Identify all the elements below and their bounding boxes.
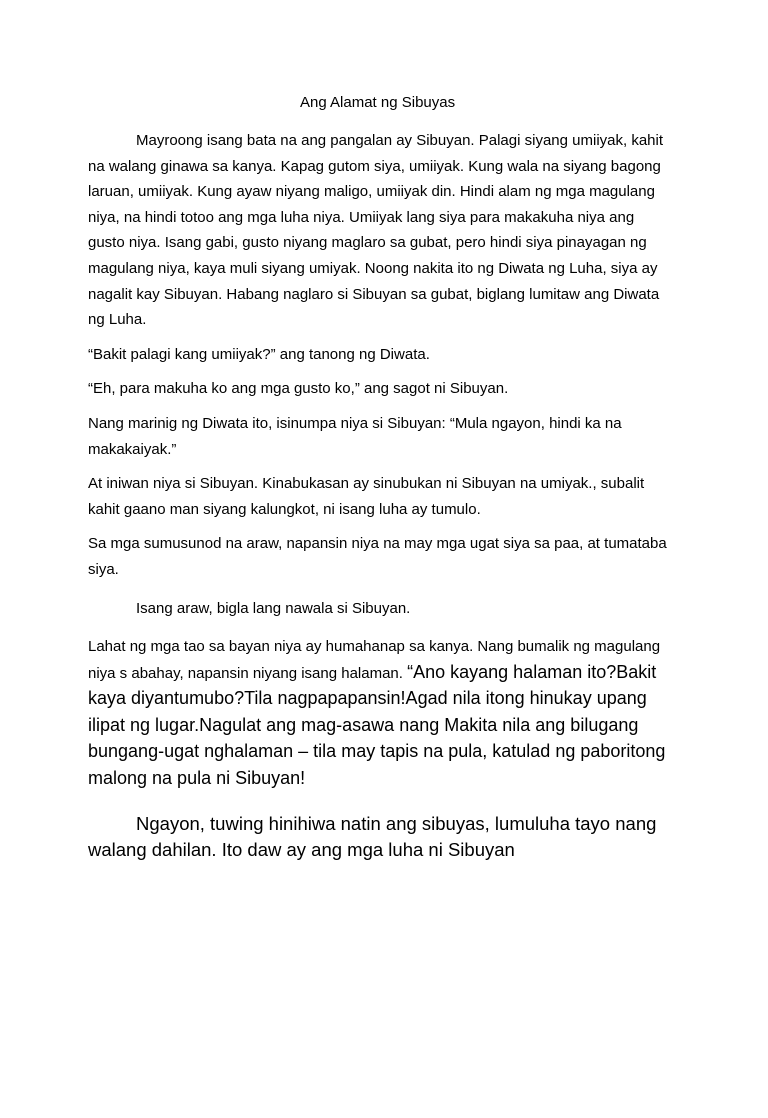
document-title: Ang Alamat ng Sibuyas <box>300 94 456 111</box>
paragraph-1: Mayroong isang bata na ang pangalan ay Sibuyan. Palagi siyang umiiyak, kahit na walang ginawa sa kanya. Kapag gutom siya, umiiyak. Kung wala na siyang bagong laruan, umiiyak. Kung ayaw niyang maligo, umiiyak din. Hindi alam ng mga magulang niya, na hindi totoo ang mga luha niya. Umiiyak lang siya para makakuha niya ang gusto niya. Isang gabi, gusto niyang maglaro sa gubat, pero hindi siya pinayagan ng magulang niya, kaya muli siyang umiyak. Noong nakita ito ng Diwata ng Luha, siya ay nagalit kay Sibuyan. Habang naglaro si Sibuyan sa gubat, biglang lumitaw ang Diwata ng Luha. <box>88 132 664 329</box>
paragraph-8-quote: “Ano kayang halaman ito?Bakit kaya diyantumubo?Tila nagpapapansin!Agad nila itong hinukay upang ilipat ng lugar.Nagulat ang mag-asawa nang Makita nila ang bilugang bungang-ugat nghalaman – tila may tapis na pula, katulad ng paboritong malong na pula ni Sibuyan! <box>88 661 666 789</box>
paragraph-8 <box>88 634 668 793</box>
paragraph-7: Isang araw, bigla lang nawala si Sibuyan. <box>136 599 411 617</box>
paragraph-4: Nang marinig ng Diwata ito, isinumpa niya si Sibuyan: “Mula ngayon, hindi ka na makakaiyak.” <box>88 414 622 458</box>
paragraph-9: Ngayon, tuwing hinihiwa natin ang sibuyas, lumuluha tayo nang walang dahilan. Ito daw ay ang mga luha ni Sibuyan <box>88 812 657 860</box>
paragraph-3: “Eh, para makuha ko ang mga gusto ko,” ang sagot ni Sibuyan. <box>88 380 509 398</box>
paragraph-8-text: Lahat ng mga tao sa bayan niya ay humahanap sa kanya. Nang bumalik ng magulang niya s abahay, napansin niyang isang halaman. <box>88 638 661 682</box>
document-page <box>0 94 768 1118</box>
paragraph-5: At iniwan niya si Sibuyan. Kinabukasan ay sinubukan ni Sibuyan na umiyak., subalit kahit gaano man siyang kalungkot, ni isang luha ay tumulo. <box>88 475 645 518</box>
paragraph-6: Sa mga sumusunod na araw, napansin niya na may mga ugat siya sa paa, at tumataba siya. <box>88 535 667 578</box>
paragraph-2: “Bakit palagi kang umiiyak?” ang tanong ng Diwata. <box>88 345 430 363</box>
